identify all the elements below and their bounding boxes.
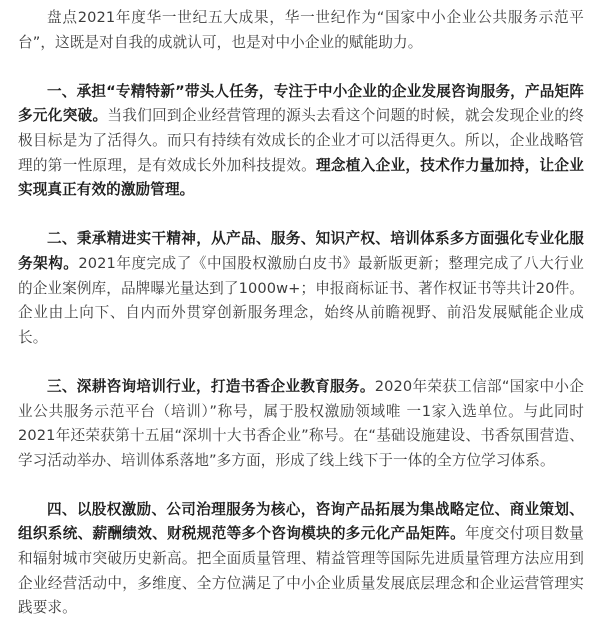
section-3-paragraph xyxy=(18,375,584,473)
section-1-text: 当我们回到企业经营管理的源头去看这个问题的时候，就会发现企业的终极目标是为了活得久。而只有持续有效成长的企业才可以活得更久。所以，企业战略管理的第一性原理，是有效成长外加科技提效。 xyxy=(18,107,584,174)
intro-paragraph: 盘点2021年度华一世纪五大成果，华一世纪作为“国家中小企业公共服务示范平台”，这既是对自我的成就认可，也是对中小企业的赋能助力。 xyxy=(18,9,584,51)
article-body xyxy=(18,6,584,621)
section-4-paragraph xyxy=(18,498,584,621)
section-3-heading: 三、深耕咨询培训行业，打造书香企业教育服务。 xyxy=(47,377,375,395)
section-2-text: 2021年度完成了《中国股权激励白皮书》最新版更新；整理完成了八大行业的企业案例库，品牌曝光量达到了1000w+；申报商标证书、著作权证书等共计20件。企业由上向下、自内而外贯穿创新服务理念，始终从前瞻视野、前沿发展赋能企业成长。 xyxy=(18,254,584,346)
section-4-heading: 四、以股权激励、公司治理服务为核心，咨询产品拓展为集战略定位、商业策划、组织系统、薪酬绩效、财税规范等多个咨询模块的多元化产品矩阵。 xyxy=(18,500,584,543)
section-1-conclusion: 理念植入企业，技术作力量加持，让企业实现真正有效的激励管理。 xyxy=(18,156,584,199)
section-1-paragraph xyxy=(18,80,584,203)
section-2-heading: 二、秉承精进实干精神，从产品、服务、知识产权、培训体系多方面强化专业化服务架构。 xyxy=(18,230,584,272)
section-2-paragraph xyxy=(18,227,584,350)
section-4-text: 年度交付项目数量和辐射城市突破历史新高。把全面质量管理、精益管理等国际先进质量管理方法应用到企业经营活动中，多维度、全方位满足了中小企业质量发展底层理念和企业运营管理实践要求。 xyxy=(18,525,584,617)
section-1-heading: 一、承担“专精特新”带头人任务，专注于中小企业的企业发展咨询服务，产品矩阵多元化突破。 xyxy=(18,82,584,125)
section-3-text: 2020年荣获工信部“国家中小企业公共服务示范平台（培训）”称号，属于股权激励领域唯 一1家入选单位。与此同时2021年还荣获第十五届“深圳十大书香企业”称号。在“基础设施建设、书香氛围营造、学习活动举办、培训体系落地”多方面，形成了线上线下于一体的全方位学习体系。 xyxy=(18,377,584,469)
